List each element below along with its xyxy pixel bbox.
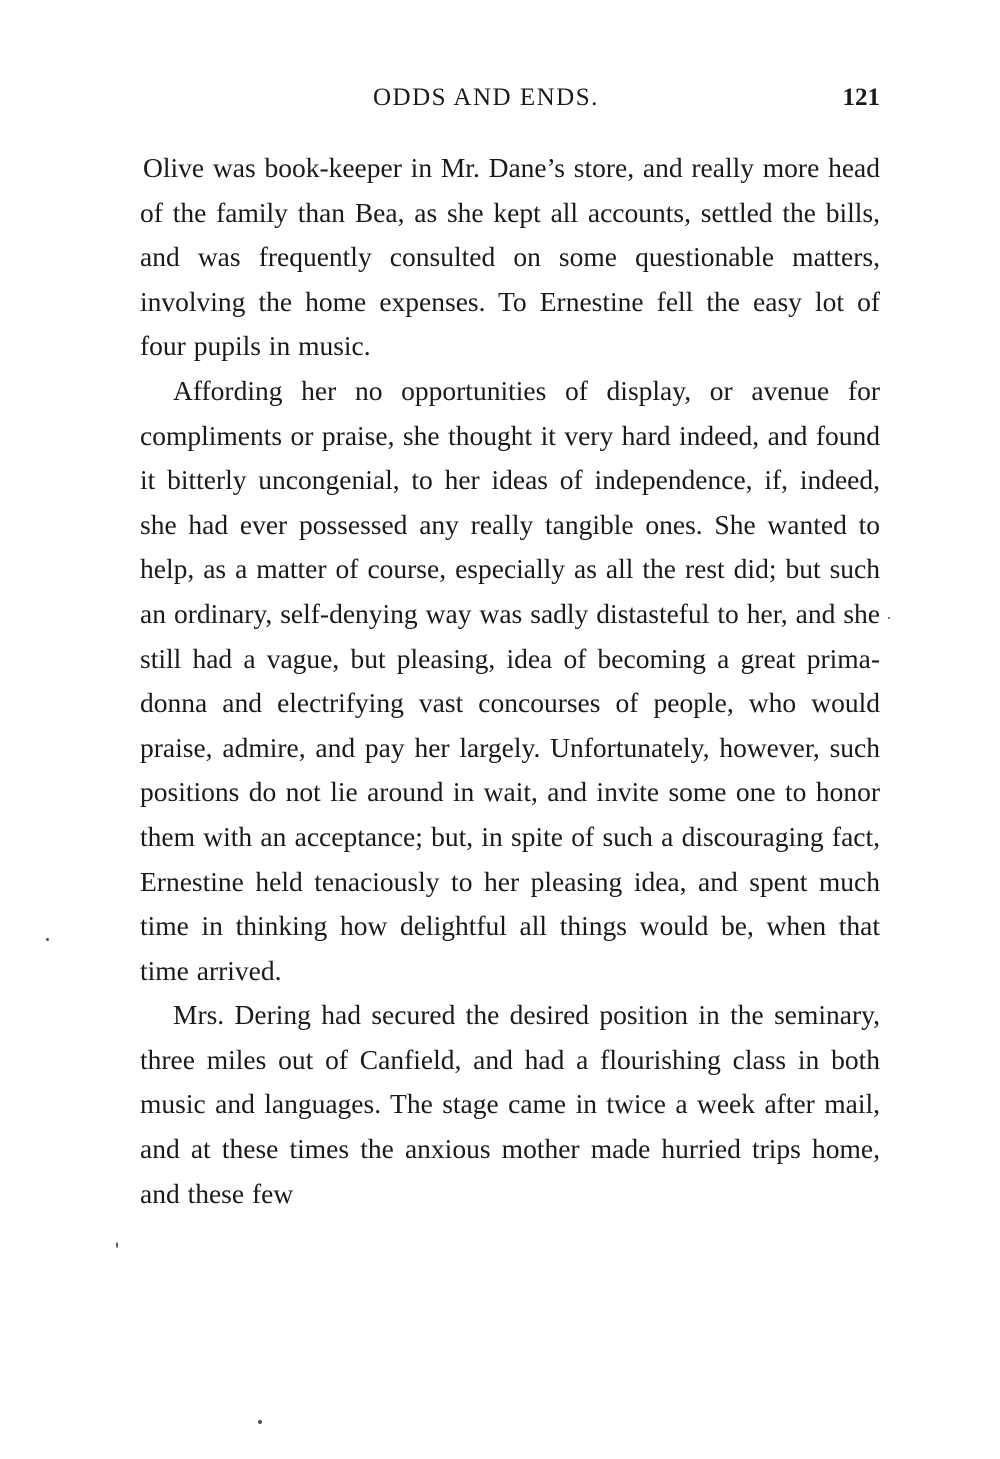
paragraph-mrs-dering: Mrs. Dering had secured the desired position in the seminary, three miles out of Canfield, and had a flourishing class in both music and languages. The stage came in twice a week after mail, and at these times the anxious mother made hurried trips home, and these few — [140, 999, 880, 1209]
running-head — [140, 84, 880, 120]
paragraph-olive: Olive was book-keeper in Mr. Dane’s store, and really more head of the family than Bea, as she kept all accounts, settled the bills, and was frequently consulted on some questionable matters, involving the home expenses. To Ernestine fell the easy lot of four pupils in music. — [140, 152, 880, 362]
scan-speck — [46, 938, 49, 941]
body-text — [140, 146, 880, 1216]
scan-speck — [116, 1242, 118, 1248]
scan-speck — [888, 617, 890, 619]
scan-speck — [258, 1420, 262, 1424]
running-title: ODDS AND ENDS. — [373, 84, 599, 111]
paragraph-affording: Affording her no opportunities of display, or avenue for compliments or praise, she thought it very hard indeed, and found it bitterly uncongenial, to her ideas of independence, if, indeed, she had ever possessed any really tangible ones. She wanted to help, as a matter of course, especially as all the rest did; but such an ordinary, self-denying way was sadly distasteful to her, and she still had a vague, but pleasing, idea of becoming a great prima-donna and electrifying vast concourses of people, who would praise, admire, and pay her largely. Unfortunately, however, such positions do not lie around in wait, and invite some one to honor them with an acceptance; but, in spite of such a discouraging fact, Ernestine held tenaciously to her pleasing idea, and spent much time in thinking how delightful all things would be, when that time arrived. — [140, 374, 880, 986]
page-number: 121 — [842, 84, 880, 111]
